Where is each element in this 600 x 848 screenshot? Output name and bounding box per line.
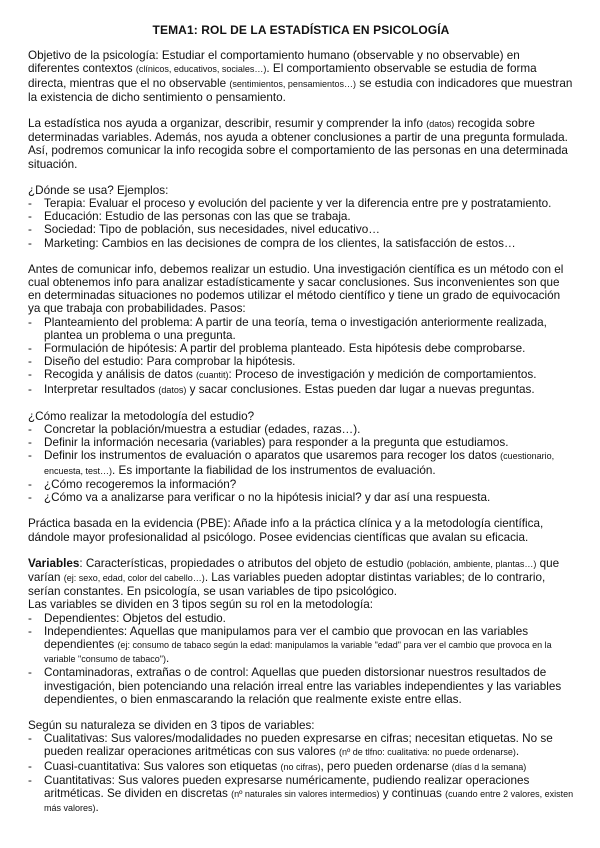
list-item: - Sociedad: Tipo de población, sus necesidades, nivel educativo… <box>28 223 574 236</box>
intro-text: se estudia con indicadores que muestran la existencia de dicho sentimiento o pensamiento. <box>28 76 573 104</box>
uses-heading: ¿Dónde se usa? Ejemplos: <box>28 183 169 197</box>
stats-note: (datos) <box>426 119 455 130</box>
list-item: - ¿Cómo va a analizarse para verificar o no la hipótesis inicial? y dar así una respuesta. <box>28 491 574 504</box>
definition-text: que varían <box>28 556 560 584</box>
method-section <box>28 263 574 397</box>
item-note: (días d la semana) <box>451 761 527 772</box>
item-text: y continuas <box>379 786 446 800</box>
list-item <box>28 732 574 759</box>
pbe-paragraph: Práctica basada en la evidencia (PBE): Añade info a la práctica clínica y a la metodología científica, dándole mayor profesionalidad al psicólogo. Posee evidencias científicas que avalan su eficacia. <box>28 517 544 544</box>
item-text: Cualitativas: Sus valores/modalidades no pueden expresarse en cifras; necesitan etiquetas. No se pueden realizar operaciones aritméticas con sus valores <box>44 732 553 759</box>
intro-text: . El comportamiento observable se estudia de forma directa, mientras que el no observable <box>28 62 537 90</box>
definition-text: . Las variables pueden adoptar distintas variables; de lo contrario, serían constantes. En psicología, se usan variables de tipo psicológico. <box>28 570 546 599</box>
uses-list <box>28 197 574 250</box>
uses-section <box>28 184 574 250</box>
nature-section <box>28 719 574 815</box>
step-text: Recogida y análisis de datos <box>44 368 197 382</box>
list-item: - Planteamiento del problema: A partir de una teoría, tema o investigación anteriormente realizada, plantea un problema o una pregunta. <box>28 316 574 342</box>
variables-section <box>28 557 574 706</box>
list-item: - Dependientes: Objetos del estudio. <box>28 612 574 625</box>
stats-text: La estadística nos ayuda a organizar, describir, resumir y comprender la info <box>28 117 427 131</box>
list-item: - Concretar la población/muestra a estudiar (edades, razas…). <box>28 423 574 436</box>
item-text: . <box>165 652 170 666</box>
item-note: (ej: consumo de tabaco según la edad: manipulamos la variable "edad" para ver el cambio que provoca en la variable "consumo de tabaco") <box>44 639 552 665</box>
list-item: - Marketing: Cambios en las decisiones de compra de los clientes, la satisfacción de estos… <box>28 237 574 250</box>
definition-text: : Características, propiedades o atributos del objeto de estudio <box>79 556 407 570</box>
list-item <box>28 449 574 477</box>
list-item: - Formulación de hipótesis: A partir del problema planteado. Esta hipótesis debe comprobarse. <box>28 342 574 355</box>
list-item: - Terapia: Evaluar el proceso y evolución del paciente y ver la diferencia entre pre y postratamiento. <box>28 197 574 210</box>
page-title: TEMA1: ROL DE LA ESTADÍSTICA EN PSICOLOGÍA <box>152 23 450 37</box>
intro-text: Objetivo de la psicología: Estudiar el comportamiento humano (observable y no observable) en diferentes contextos <box>28 49 520 76</box>
methodology-heading: ¿Cómo realizar la metodología del estudio? <box>28 409 255 423</box>
role-heading: Las variables se dividen en 3 tipos según su rol en la metodología: <box>28 598 373 612</box>
step-note: (datos) <box>158 384 187 395</box>
item-text: . <box>515 745 520 759</box>
variables-definition <box>28 557 574 599</box>
list-item: - Contaminadoras, extrañas o de control: Aquellas que pueden distorsionar nuestros resultados de investigación, bien potenciando una relación irreal entre las variables independientes y las variables dependientes, o bien enmascarando la relación que realmente existe entre ellas. <box>28 666 574 706</box>
item-text: . Es importante la fiabilidad de los instrumentos de evaluación. <box>112 463 436 477</box>
item-note: (cuando entre 2 valores, existen más valores) <box>44 788 574 814</box>
intro-note: (sentimientos, pensamientos…) <box>229 78 356 89</box>
item-note: (cuestionario, encuesta, test…) <box>44 451 555 476</box>
statistics-paragraph <box>28 117 574 171</box>
method-intro: Antes de comunicar info, debemos realizar un estudio. Una investigación científica es un método con el cual obtenemos info para analizar estadísticamente y sacar conclusiones. Sus inconvenientes son que en determinadas situaciones no podemos utilizar el método científico y tiene un grado de equivocación ya que trabaja con probabilidades. Pasos: <box>28 262 564 316</box>
item-text: . <box>95 801 99 815</box>
list-item <box>28 760 574 774</box>
definition-note: (población, ambiente, plantas…) <box>406 558 537 569</box>
role-list <box>28 612 574 706</box>
item-text: , pero pueden ordenarse <box>320 759 452 773</box>
list-item: - Diseño del estudio: Para comprobar la hipótesis. <box>28 355 574 368</box>
list-item <box>28 383 574 397</box>
list-item <box>28 368 574 382</box>
item-text: Independientes: Aquellas que manipulamos para ver el cambio que provocan en las variables dependientes <box>44 624 529 651</box>
step-text: : Proceso de investigación y medición de comportamientos. <box>228 368 537 382</box>
nature-heading: Según su naturaleza se dividen en 3 tipos de variables: <box>28 718 315 732</box>
nature-list <box>28 732 574 815</box>
item-note: (no cifras) <box>280 761 321 772</box>
item-note: (nº naturales sin valores intermedios) <box>231 788 380 799</box>
method-steps-list <box>28 316 574 397</box>
methodology-list <box>28 423 574 504</box>
item-text: Cuantitativas: Sus valores pueden expresarse numéricamente, pudiendo realizar operaciones aritméticas. Se dividen en discretas <box>44 773 530 800</box>
list-item: - Educación: Estudio de las personas con las que se trabaja. <box>28 210 574 223</box>
list-item <box>28 625 574 667</box>
intro-paragraph <box>28 49 574 104</box>
item-note: (nº de tlfno: cualitativa: no puede ordenarse) <box>338 747 516 758</box>
intro-note: (clínicos, educativos, sociales…) <box>135 64 267 75</box>
stats-text: recogida sobre determinadas variables. Además, nos ayuda a obtener conclusiones a partir de una pregunta formulada. Así, podremos comunicar la info recogida sobre el comportamiento de las personas en una determinada situación. <box>28 117 568 171</box>
item-text: Cuasi-cuantitativa: Sus valores son etiquetas <box>44 759 281 773</box>
variables-term: Variables <box>28 556 80 570</box>
definition-note: (ej: sexo, edad, color del cabello…) <box>63 572 205 583</box>
step-text: y sacar conclusiones. Estas pueden dar lugar a nuevas preguntas. <box>186 382 535 396</box>
item-text: Definir los instrumentos de evaluación o aparatos que usaremos para recoger los datos <box>44 449 501 463</box>
list-item: - ¿Cómo recogeremos la información? <box>28 478 574 491</box>
step-note: (cuantit) <box>196 370 229 381</box>
list-item: - Definir la información necesaria (variables) para responder a la pregunta que estudiamos. <box>28 436 574 449</box>
step-text: Interpretar resultados <box>44 382 159 396</box>
methodology-section <box>28 410 574 504</box>
list-item <box>28 774 574 816</box>
